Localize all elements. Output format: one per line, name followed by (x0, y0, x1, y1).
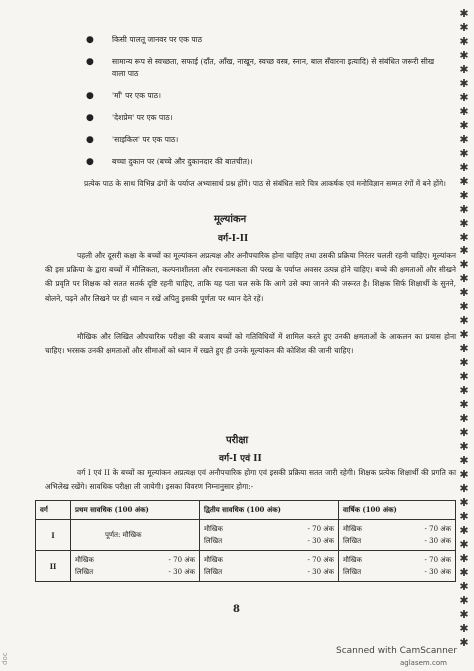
table-header-cell: द्वितीय सावधिक (100 अंक) (200, 501, 339, 520)
page-number: 8 (233, 604, 240, 615)
marks-label: लिखित (343, 568, 362, 576)
marks-line (343, 523, 451, 535)
site-watermark: aglasem.com (400, 659, 447, 667)
table-header-cell: वार्षिक (100 अंक) (339, 501, 456, 520)
marks-value: - 30 अंक (424, 568, 451, 576)
border-star-icon: ✱ (459, 593, 469, 607)
list-item (86, 90, 444, 102)
border-star-icon: ✱ (459, 132, 469, 146)
border-star-icon: ✱ (459, 454, 469, 467)
exam-paragraph: वर्ग I एवं II के बच्चों का मूल्यांकन अप्रत्यक्ष एवं अनौपचारिक होगा एवं इसकी प्रक्रिया सतत जारी रहेगी। शिक्षक प्रत्येक शिक्षार्थी की प्रगति का अभिलेख रखेंगे। सावधिक परीक्षा ली जायेगी। इसका विवरण निम्नानुसार होगा:- (45, 468, 456, 492)
table-cell (339, 520, 456, 551)
marks-table (35, 500, 456, 582)
marks-value: - 70 अंक (307, 556, 334, 564)
border-star-icon: ✱ (459, 607, 469, 621)
marks-line (75, 566, 195, 578)
marks-value: - 30 अंक (307, 537, 334, 545)
list-item (86, 156, 444, 168)
border-star-icon: ✱ (459, 104, 469, 118)
border-star-icon: ✱ (459, 565, 469, 579)
list-item-text: बच्चा दुकान पर (बच्चे और दुकानदार की बातचीत)। (112, 157, 253, 166)
border-star-icon: ✱ (459, 76, 469, 90)
marks-label: मौखिक (343, 556, 362, 564)
border-star-icon: ✱ (459, 146, 469, 160)
border-star-icon: ✱ (459, 370, 469, 384)
border-star-icon: ✱ (459, 230, 469, 244)
section-title-evaluation: मूल्यांकन (214, 214, 247, 225)
marks-label: मौखिक (343, 525, 362, 533)
border-star-icon: ✱ (459, 62, 469, 76)
marks-line (204, 523, 334, 535)
table-cell (200, 520, 339, 551)
border-star-icon: ✱ (459, 48, 469, 62)
border-star-icon: ✱ (459, 202, 469, 216)
bullet-icon: ● (86, 135, 94, 145)
bullet-icon: ● (86, 113, 94, 123)
border-star-icon: ✱ (459, 258, 469, 272)
table-cell (71, 551, 200, 582)
border-star-icon: ✱ (459, 90, 469, 104)
table-header-cell: प्रथम सावधिक (100 अंक) (71, 501, 200, 520)
border-star-icon: ✱ (459, 20, 469, 34)
table-cell (71, 520, 200, 551)
border-star-icon: ✱ (459, 579, 469, 593)
marks-label: लिखित (204, 568, 223, 576)
section-subtitle-exam: वर्ग-I एवं II (219, 454, 262, 464)
border-star-icon: ✱ (459, 300, 469, 314)
marks-line (204, 554, 334, 566)
bullet-icon: ● (86, 35, 94, 45)
marks-line (75, 554, 195, 566)
border-star-icon: ✱ (459, 272, 469, 286)
marks-value: - 70 अंक (424, 525, 451, 533)
marks-value: - 70 अंक (424, 556, 451, 564)
list-item-text: 'साइकिल' पर एक पाठ। (112, 135, 179, 144)
border-star-icon: ✱ (459, 216, 469, 230)
list-item-text: सामान्य रूप से स्वच्छता, सफाई (दाँत, आँख, नाखून, स्वच्छ वस्त्र, स्नान, बाल सँवारना इत्यादि) से संबंधित जरूरी सीख वाला पाठ (112, 57, 435, 78)
marks-label: लिखित (75, 568, 94, 576)
list-item (86, 34, 444, 46)
table-header-cell: वर्ग (36, 501, 71, 520)
marks-value: - 70 अंक (168, 556, 195, 564)
scanner-watermark: Scanned with CamScanner (336, 646, 458, 656)
border-star-icon: ✱ (459, 286, 469, 300)
border-star-icon: ✱ (459, 509, 469, 523)
bullet-icon: ● (86, 91, 94, 101)
border-star-icon: ✱ (459, 7, 469, 20)
cell-text: पूर्णत: मौखिक (105, 530, 142, 539)
border-star-icon: ✱ (459, 523, 469, 537)
border-star-icon: ✱ (459, 635, 469, 649)
table-cell-class: I (36, 520, 71, 551)
border-star-icon: ✱ (459, 621, 469, 635)
border-star-icon: ✱ (459, 356, 469, 370)
border-star-icon: ✱ (459, 481, 469, 495)
border-star-icon: ✱ (459, 412, 469, 426)
table-cell (200, 551, 339, 582)
border-star-icon: ✱ (459, 551, 469, 565)
border-star-icon: ✱ (459, 160, 469, 174)
border-star-icon: ✱ (459, 537, 469, 551)
marks-value: - 30 अंक (168, 568, 195, 576)
list-item-text: किसी पालतू जानवर पर एक पाठ (112, 35, 203, 44)
border-star-icon: ✱ (459, 314, 469, 328)
border-star-icon: ✱ (459, 495, 469, 509)
table-row (36, 551, 456, 582)
section-title-exam: परीक्षा (226, 435, 249, 446)
border-star-icon: ✱ (459, 34, 469, 48)
marks-line (343, 566, 451, 578)
intro-paragraph: प्रत्येक पाठ के साथ विभिन्न ढंगों के पर्याप्त अभ्यासार्थ प्रश्न होंगे। पाठ से संबंधित सारे चित्र आकर्षक एवं मनोविज्ञान सम्मत रंगों में बने होंगे। (84, 179, 446, 188)
list-item (86, 56, 444, 80)
table-cell (339, 551, 456, 582)
bullet-icon: ● (86, 57, 94, 67)
table-header-row (36, 501, 456, 520)
marks-line (343, 535, 451, 547)
border-star-icon: ✱ (459, 398, 469, 412)
marks-label: मौखिक (204, 525, 223, 533)
border-star-icon: ✱ (459, 244, 469, 258)
marks-line (204, 535, 334, 547)
side-watermark: doc (1, 652, 9, 665)
marks-value: - 30 अंक (424, 537, 451, 545)
star-border (456, 8, 472, 648)
table-row (36, 520, 456, 551)
border-star-icon: ✱ (459, 440, 469, 454)
evaluation-paragraph-2: मौखिक और लिखित औपचारिक परीक्षा की बजाय बच्चों को गतिविधियों में शामिल करते हुए उनकी क्षमताओं के आकलन का प्रयास होना चाहिए। भरसक उनकी क्षमताओं और सीमाओं को ध्यान में रखते हुए ही उनके मूल्यांकन की कोशिश की जानी चाहिए। (45, 332, 456, 356)
list-item (86, 112, 444, 124)
list-item-text: 'माँ' पर एक पाठ। (112, 91, 161, 100)
border-star-icon: ✱ (459, 188, 469, 202)
marks-line (204, 566, 334, 578)
border-star-icon: ✱ (459, 118, 469, 132)
border-star-icon: ✱ (459, 342, 469, 356)
border-star-icon: ✱ (459, 426, 469, 440)
border-star-icon: ✱ (459, 384, 469, 398)
evaluation-paragraph-1: पहली और दूसरी कक्षा के बच्चों का मूल्यांकन अप्रत्यक्ष और अनौपचारिक होना चाहिए तथा उसकी प्रक्रिया निरंतर चलती रहनी चाहिए। मूल्यांकन की इस प्रक्रिया के द्वारा बच्चों में मौलिकता, कल्पनाशीलता और रचनात्मकता की परख के पर्याप्त अवसर उत्पन्न होने चाहिए। बच्चे की क्षमताओं और सीखने की प्रवृति पर शिक्षक को सतत सतर्क दृष्टि रहनी चाहिए, ताकि यह पता चल सके कि आगे उसे क्या जानने की जरूरत है। शिक्षक सिर्फ शिक्षार्थी के सुनने, बोलने, पढ़ने और लिखने पर ही ध्यान न रखें अपितु इसकी पूर्णता पर ध्यान देते रहें। (45, 251, 456, 303)
marks-value: - 70 अंक (307, 525, 334, 533)
marks-line (343, 554, 451, 566)
bullet-icon: ● (86, 157, 94, 167)
list-item (86, 134, 444, 146)
marks-label: लिखित (204, 537, 223, 545)
bullet-list (86, 34, 444, 178)
border-star-icon: ✱ (459, 467, 469, 481)
marks-value: - 30 अंक (307, 568, 334, 576)
marks-label: लिखित (343, 537, 362, 545)
marks-label: मौखिक (204, 556, 223, 564)
marks-label: मौखिक (75, 556, 94, 564)
table-cell-class: II (36, 551, 71, 582)
section-subtitle-evaluation: वर्ग-I-II (218, 234, 249, 244)
border-star-icon: ✱ (459, 174, 469, 188)
list-item-text: 'देशप्रेम' पर एक पाठ। (112, 113, 173, 122)
border-star-icon: ✱ (459, 328, 469, 342)
